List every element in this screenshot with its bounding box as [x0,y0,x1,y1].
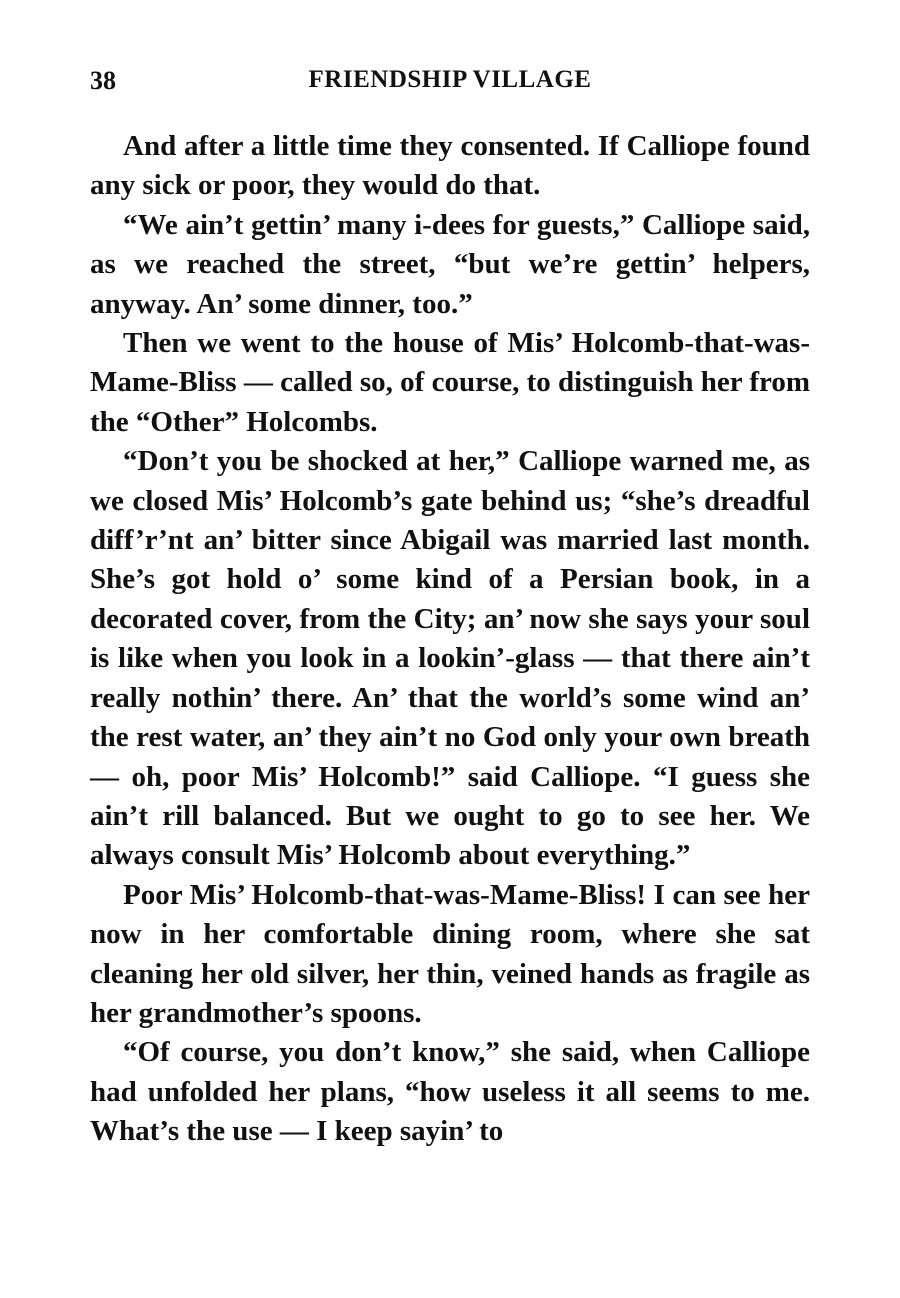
paragraph: “Of course, you don’t know,” she said, when Calliope had unfolded her plans, “how useless it all seems to me. What’s the use — I keep sayin’ to [90,1036,810,1148]
running-head [90,66,810,106]
page-number: 38 [90,66,116,95]
body-text [90,127,810,1152]
paragraph: “We ain’t gettin’ many i-dees for guests,” Calliope said, as we reached the street, “but we’re gettin’ helpers, anyway. An’ some dinner, too.” [90,208,810,320]
paragraph: And after a little time they consented. If Calliope found any sick or poor, they would do that. [90,130,810,202]
paragraph: “Don’t you be shocked at her,” Calliope warned me, as we closed Mis’ Holcomb’s gate behind us; “she’s dreadful diff’r’nt an’ bitter since Abigail was married last month. She’s got hold o’ some kind of a Persian book, in a decorated cover, from the City; an’ now she says your soul is like when you look in a lookin’-glass — that there ain’t really nothin’ there. An’ that the world’s some wind an’ the rest water, an’ they ain’t no God only your own breath — oh, poor Mis’ Holcomb!” said Calliope. “I guess she ain’t rill balanced. But we ought to go to see her. We always consult Mis’ Holcomb about everything.” [90,445,810,872]
book-title: FRIENDSHIP VILLAGE [308,66,592,93]
paragraph: Poor Mis’ Holcomb-that-was-Mame-Bliss! I can see her now in her comfortable dining room, where she sat cleaning her old silver, her thin, veined hands as fragile as her grandmother’s spoons. [90,878,810,1029]
paragraph: Then we went to the house of Mis’ Holcomb-that-was-Mame-Bliss — called so, of course, to distinguish her from the “Other” Holcombs. [90,327,810,438]
